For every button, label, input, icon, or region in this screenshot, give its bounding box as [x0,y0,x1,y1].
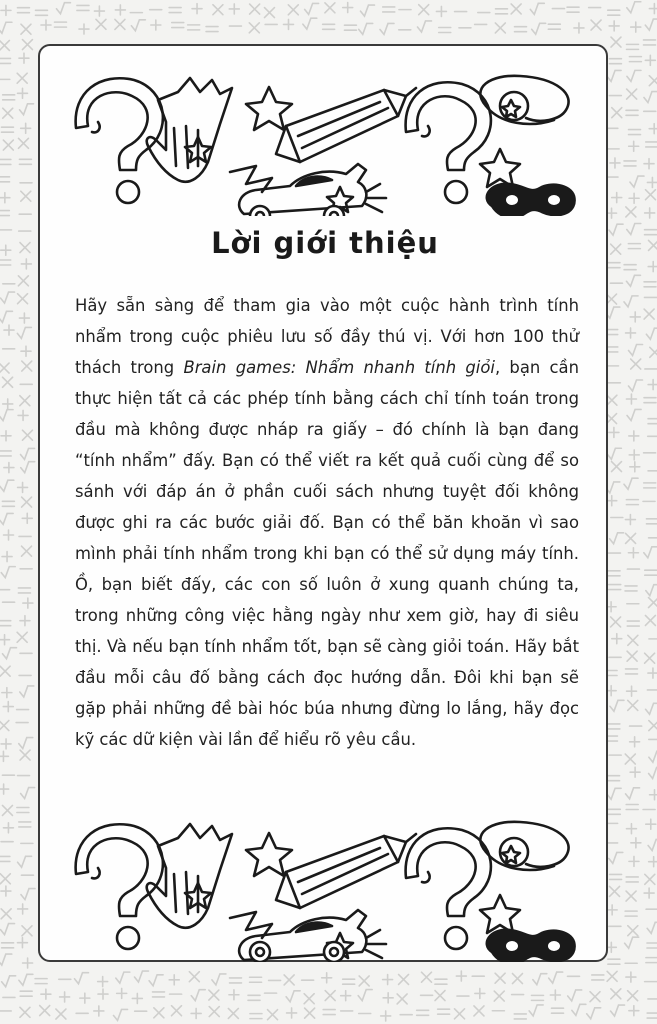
star-icon [480,149,520,187]
ring-icon [480,76,568,124]
race-car-icon [230,164,386,216]
book-title: Brain games: Nhẩm nhanh tính giỏi [183,358,495,377]
intro-text-part-1: Hãy sẵn sàng để tham gia vào một cuộc hành trình tính nhẩm trong cuộc phiêu lưu số đầy thú vị. Với hơn 100 thử thách trong [75,296,579,377]
race-car-icon [230,910,386,962]
pencil-icon [276,834,416,908]
intro-paragraph [75,290,579,755]
doodle-row-bottom [40,812,610,962]
star-icon [246,833,292,876]
glove-icon [147,78,232,182]
mask-icon [487,184,575,216]
question-mark-icon [406,828,491,949]
star-icon [480,895,520,933]
question-mark-icon [406,82,491,203]
glove-icon [147,824,232,928]
page-title: Lời giới thiệu [211,226,439,260]
question-mark-icon [76,78,163,203]
pencil-icon [276,88,416,162]
intro-card [38,44,608,962]
mask-icon [487,930,575,962]
ring-icon [480,822,568,870]
intro-text-part-2: , bạn cần thực hiện tất cả các phép tính bằng cách chỉ tính toán trong đầu mà không được nháp ra giấy – đó chính là bạn đang “tính nhẩm” đấy. Bạn có thể viết ra kết quả cuối cùng để so sánh với đáp án ở phần cuối sách nhưng tuyệt đối không được ghi ra các bước giải đố. Bạn có thể băn khoăn vì sao mình phải tính nhẩm trong khi bạn có thể sử dụng máy tính. Ồ, bạn biết đấy, các con số luôn ở xung quanh chúng ta, trong những công việc hằng ngày như xem giờ, hay đi siêu thị. Và nếu bạn tính nhẩm tốt, bạn sẽ càng giỏi toán. Hãy bắt đầu mỗi câu đố bằng cách đọc hướng dẫn. Đôi khi bạn sẽ gặp phải những đề bài hóc búa nhưng đừng lo lắng, hãy đọc kỹ các dữ kiện vài lần để hiểu rõ yêu cầu. [75,358,579,749]
star-icon [246,87,292,130]
question-mark-icon [76,824,163,949]
doodle-row-top [40,66,610,216]
